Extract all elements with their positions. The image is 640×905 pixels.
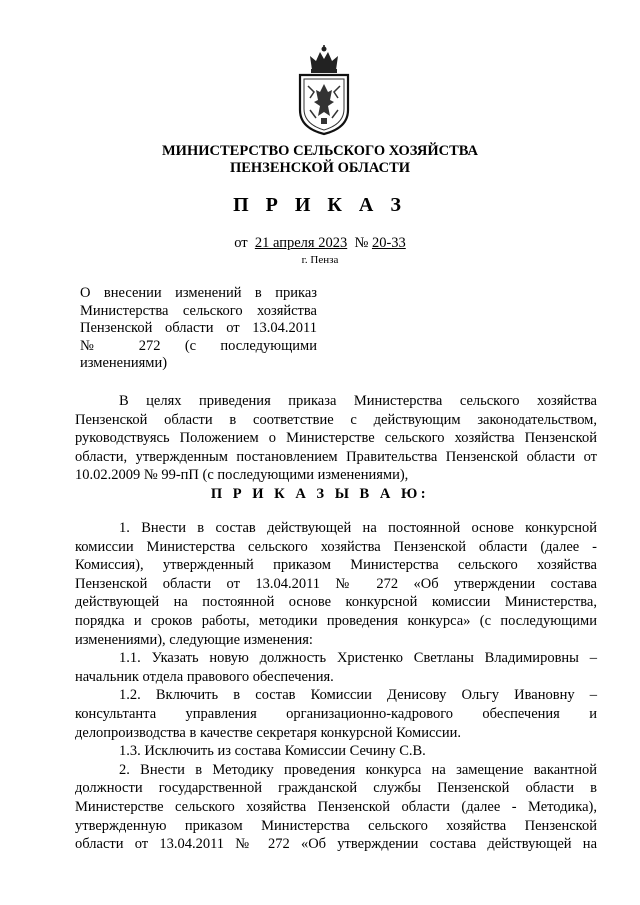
document-subject	[80, 285, 317, 373]
document-city: г. Пенза	[301, 254, 339, 266]
item-line: консультанта управления организационно-кадрового обеспечения и	[75, 705, 597, 722]
penza-coat-of-arms-icon	[294, 44, 354, 136]
item-line: 1.2. Включить в состав Комиссии Денисову Ольгу Ивановну –	[119, 687, 597, 704]
subject-line: О внесении изменений в приказ	[80, 285, 317, 301]
item-line: 1. Внести в состав действующей на постоянной основе конкурсной	[119, 520, 597, 536]
document-date-number	[0, 235, 640, 252]
ministry-name-line-1: МИНИСТЕРСТВО СЕЛЬСКОГО ХОЗЯЙСТВА	[162, 143, 478, 159]
preamble-line: В целях приведения приказа Министерства сельского хозяйства	[119, 393, 597, 409]
preamble-paragraph	[75, 392, 597, 485]
item-line: 1.3. Исключить из состава Комиссии Сечину С.В.	[119, 743, 426, 760]
document-type-title: П Р И К А З	[233, 194, 407, 216]
item-line: изменениями), следующие изменения:	[75, 631, 313, 648]
order-items	[75, 519, 597, 854]
item-line: Пензенской области от 13.04.2011 № 272 «Об утверждении состава	[75, 575, 597, 592]
order-heading: П Р И К А З Ы В А Ю:	[210, 486, 430, 502]
item-line: 2. Внести в Методику проведения конкурса на замещение вакантной	[119, 761, 597, 778]
item-line: области от 13.04.2011 № 272 «Об утверждении состава действующей на	[75, 836, 597, 853]
document-number: 20-33	[371, 235, 406, 251]
preamble-line: 10.02.2009 № 99-пП (с последующими изменениями),	[75, 467, 409, 484]
subject-line: Министерства сельского хозяйства	[80, 302, 317, 319]
item-line: Министерстве сельского хозяйства Пензенской области (далее - Методика),	[75, 798, 597, 815]
item-line: Комиссия), утвержденный приказом Министерства сельского хозяйства	[75, 557, 597, 574]
ministry-name-line-2: ПЕНЗЕНСКОЙ ОБЛАСТИ	[229, 160, 411, 176]
item-line: действующей на постоянной основе конкурсной комиссии Министерства,	[75, 594, 597, 611]
document-date: 21 апреля 2023	[254, 235, 348, 251]
subject-line: № 272 (с последующими	[80, 337, 317, 354]
number-prefix: №	[354, 235, 369, 251]
preamble-line: области, утвержденным постановлением Правительства Пензенской области от	[75, 448, 597, 465]
date-prefix: от	[234, 235, 248, 251]
item-line: утвержденную приказом Министерства сельского хозяйства Пензенской	[75, 817, 597, 834]
subject-line: Пензенской области от 13.04.2011	[80, 320, 317, 336]
item-line: комиссии Министерства сельского хозяйства Пензенской области (далее -	[75, 538, 597, 555]
item-line: начальник отдела правового обеспечения.	[75, 668, 334, 685]
preamble-line: руководствуясь Положением о Министерстве сельского хозяйства Пензенской	[75, 430, 597, 447]
item-line: делопроизводства в качестве секретаря конкурсной Комиссии.	[75, 724, 461, 741]
preamble-line: Пензенской области в соответствие с действующим законодательством,	[75, 411, 597, 428]
item-line: порядка и сроков работы, методики проведения конкурса» (с последующими	[75, 612, 597, 629]
item-line: должности государственной гражданской службы Пензенской области в	[75, 780, 597, 797]
subject-line: изменениями)	[80, 355, 168, 371]
item-line: 1.1. Указать новую должность Христенко Светланы Владимировны –	[119, 650, 597, 667]
